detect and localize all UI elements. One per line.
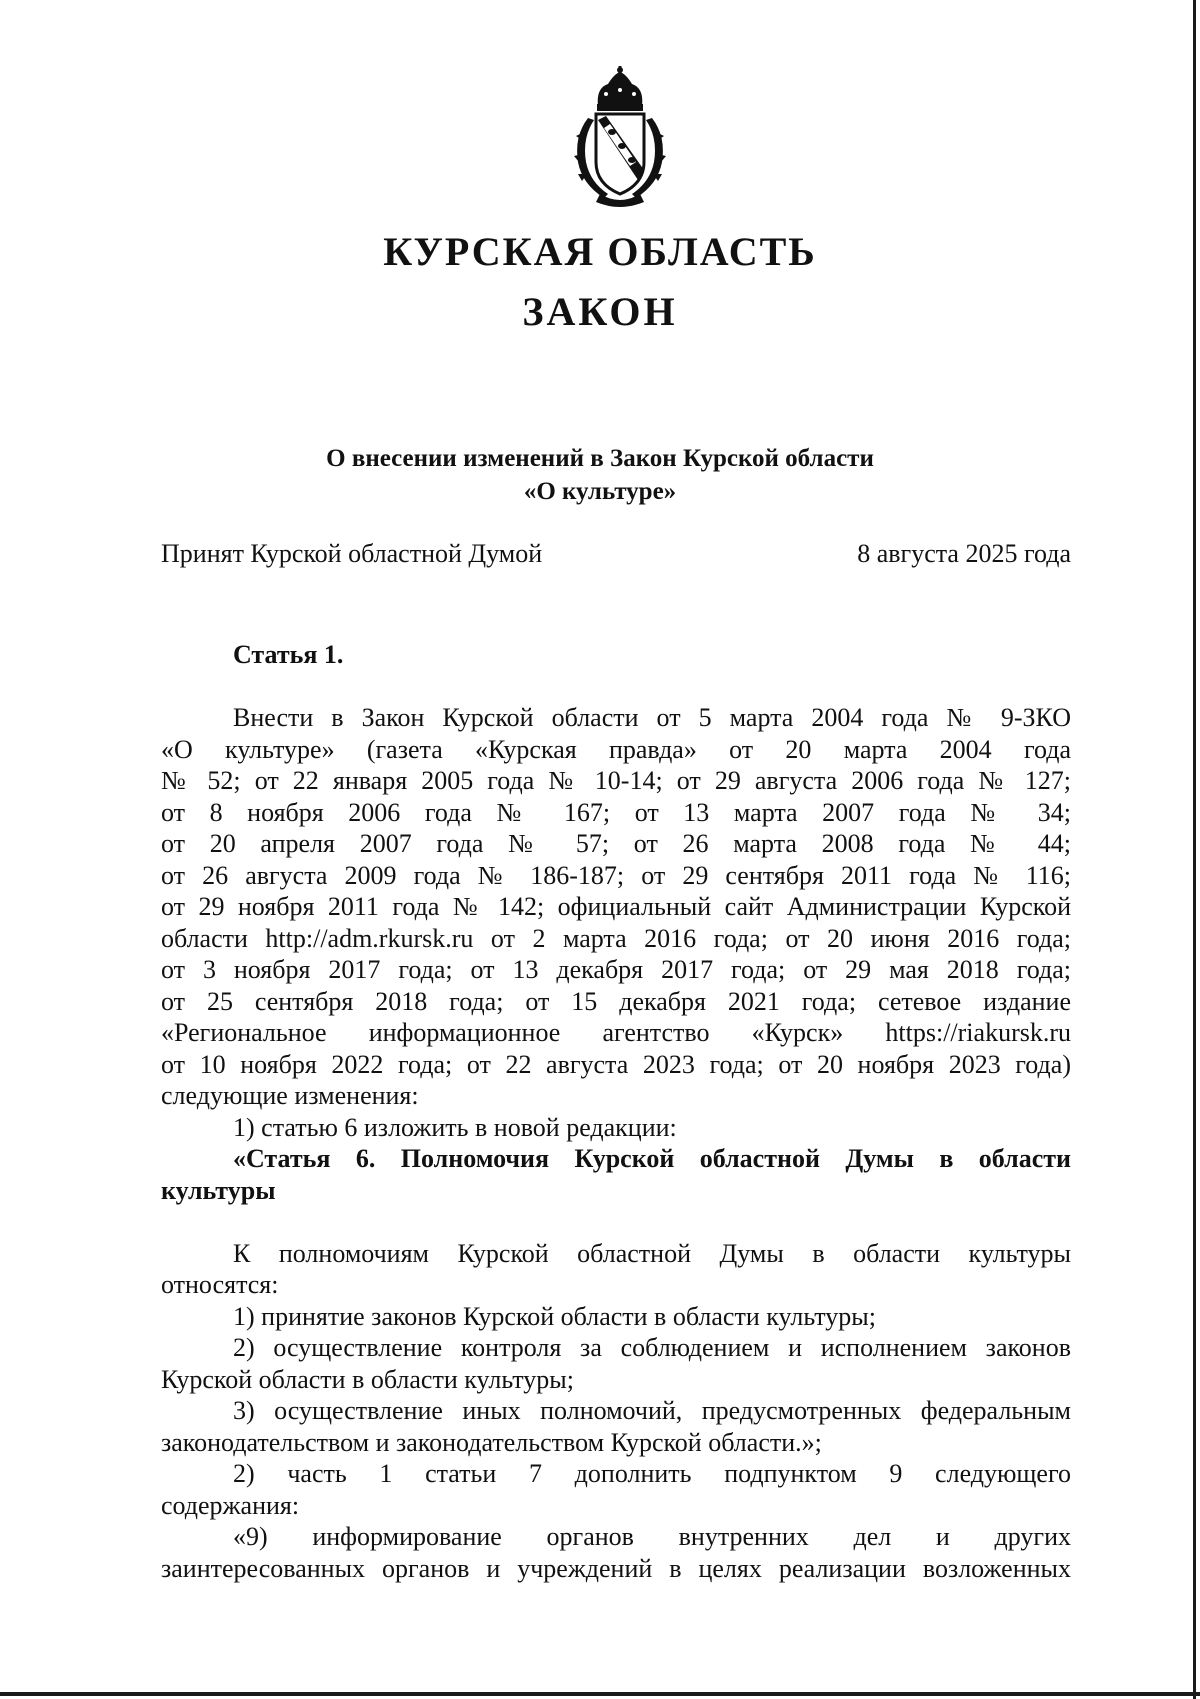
powers-intro-cont: относятся: xyxy=(161,1270,279,1299)
intro-line: от 25 сентября 2018 года; от 15 декабря 2021 года; сетевое издание xyxy=(161,986,1071,1016)
law-subject xyxy=(0,442,1200,508)
amendment-item-1: 1) статью 6 изложить в новой редакции: xyxy=(233,1112,677,1142)
article-1-body xyxy=(161,702,1071,1584)
intro-line: от 3 ноября 2017 года; от 13 декабря 2017 года; от 29 мая 2018 года; xyxy=(161,955,1071,984)
new-article-6-title-cont: культуры xyxy=(161,1175,276,1205)
intro-line: от 29 ноября 2011 года № 142; официальный сайт Администрации Курской xyxy=(161,892,1071,921)
power-item-2-cont: Курской области в области культуры; xyxy=(161,1364,574,1394)
intro-line: «Региональное информационное агентство «Курск» https://riakursk.ru xyxy=(161,1018,1071,1047)
law-subject-line-2: «О культуре» xyxy=(523,478,677,505)
intro-line: следующие изменения: xyxy=(161,1081,419,1110)
region-title: КУРСКАЯ ОБЛАСТЬ xyxy=(383,229,817,274)
intro-line: от 26 августа 2009 года № 186-187; от 29 сентября 2011 года № 116; xyxy=(161,860,1071,890)
law-subject-line-1: О внесении изменений в Закон Курской области xyxy=(326,445,874,472)
amendment-item-2-cont: содержания: xyxy=(161,1490,300,1520)
adopted-by: Принят Курской областной Думой xyxy=(161,539,543,568)
document-type-title: ЗАКОН xyxy=(522,289,678,334)
intro-line: от 10 ноября 2022 года; от 22 августа 2023 года; от 20 ноября 2023 года) xyxy=(161,1049,1071,1079)
scan-edge-bottom xyxy=(0,1692,1200,1696)
intro-line: № 52; от 22 января 2005 года № 10-14; от 29 августа 2006 года № 127; xyxy=(161,766,1071,795)
intro-line: Внести в Закон Курской области от 5 марта 2004 года № 9-ЗКО xyxy=(233,703,1071,732)
paragraph-gap xyxy=(161,1206,1071,1238)
power-item-3-cont: законодательством и законодательством Курской области.»; xyxy=(161,1427,822,1457)
new-article-6-title: «Статья 6. Полномочия Курской областной Думы в области xyxy=(233,1144,1071,1173)
power-item-2: 2) осуществление контроля за соблюдением и исполнением законов xyxy=(233,1333,1071,1362)
power-item-3: 3) осуществление иных полномочий, предусмотренных федеральным xyxy=(233,1396,1071,1425)
intro-line: «О культуре» (газета «Курская правда» от 20 марта 2004 года xyxy=(161,734,1071,764)
amendment-item-2: 2) часть 1 статьи 7 дополнить подпунктом 9 следующего xyxy=(233,1459,1071,1488)
subitem-9-cont: заинтересованных органов и учреждений в целях реализации возложенных xyxy=(161,1553,1071,1583)
subitem-9: «9) информирование органов внутренних дел и других xyxy=(233,1522,1071,1551)
intro-line: области http://adm.rkursk.ru от 2 марта 2016 года; от 20 июня 2016 года; xyxy=(161,923,1071,953)
intro-line: от 8 ноября 2006 года № 167; от 13 марта 2007 года № 34; xyxy=(161,797,1071,827)
powers-intro: К полномочиям Курской областной Думы в области культуры xyxy=(233,1238,1071,1268)
coat-of-arms-emblem xyxy=(560,66,680,208)
article-1-heading: Статья 1. xyxy=(233,640,344,669)
power-item-1: 1) принятие законов Курской области в области культуры; xyxy=(233,1301,876,1331)
intro-line: от 20 апреля 2007 года № 57; от 26 марта 2008 года № 44; xyxy=(161,829,1071,858)
adoption-date: 8 августа 2025 года xyxy=(857,539,1071,568)
